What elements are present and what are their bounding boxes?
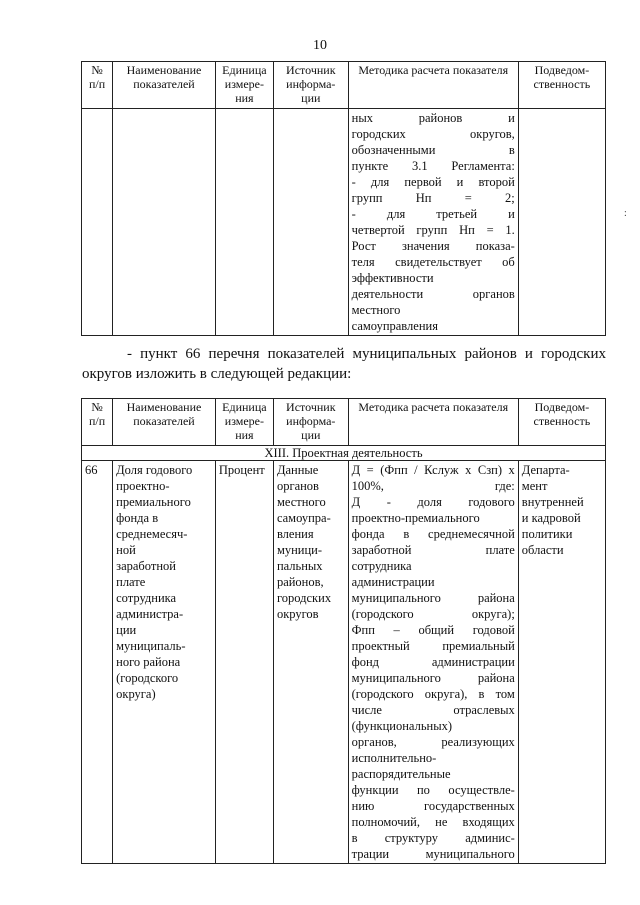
text-line: ных районов и xyxy=(351,111,515,125)
cell-subordination xyxy=(518,109,605,336)
page-number: 10 xyxy=(313,38,327,53)
header-method: Методика расчета показателя xyxy=(348,62,518,109)
text-line: городских xyxy=(276,591,332,605)
row-method xyxy=(348,461,518,864)
text-line: ной xyxy=(116,543,136,557)
text-line: районов, xyxy=(276,575,324,589)
cell-method xyxy=(348,109,518,336)
text-line: мент xyxy=(521,479,548,493)
text-line: функции по осуществле- xyxy=(351,783,515,797)
header-method: Методика расчета показателя xyxy=(348,399,518,446)
text-line: политики xyxy=(521,527,573,541)
text-line: плате xyxy=(116,575,146,589)
text-line: трации муниципального xyxy=(351,847,515,861)
text-line: фонда в среднемесячной xyxy=(351,527,515,541)
cell-num xyxy=(82,109,113,336)
text-line: Данные xyxy=(276,463,319,477)
header-num: № п/п xyxy=(82,399,113,446)
text-line: сотрудника xyxy=(351,559,412,573)
text-line: местного xyxy=(351,303,401,317)
header-name: Наименование показателей xyxy=(113,399,216,446)
cell-source xyxy=(273,109,348,336)
text-line: органов xyxy=(276,479,319,493)
text-line: муниципального района xyxy=(351,591,515,605)
margin-mark: : xyxy=(624,208,627,219)
header-name: Наименование показателей xyxy=(113,62,216,109)
header-unit: Единица измере-ния xyxy=(215,62,273,109)
text-line: исполнительно- xyxy=(351,751,437,765)
text-line: муници- xyxy=(276,543,323,557)
cell-name xyxy=(113,109,216,336)
text-line: теля свидетельствует об xyxy=(351,255,515,269)
text-line: проектно- xyxy=(116,479,170,493)
text-line: местного xyxy=(276,495,326,509)
text-line: фонда в xyxy=(116,511,159,525)
header-subordination: Подведом-ственность xyxy=(518,62,605,109)
text-line: (функциональных) xyxy=(351,719,453,733)
header-num: № п/п xyxy=(82,62,113,109)
header-source: Источник информа-ции xyxy=(273,399,348,446)
header-source: Источник информа-ции xyxy=(273,62,348,109)
section-title: XIII. Проектная деятельность xyxy=(82,446,606,461)
text-line: органов, реализующих xyxy=(351,735,515,749)
text-line: - для третьей и xyxy=(351,207,515,221)
text-line: проектно-премиального xyxy=(351,511,480,525)
text-line: пункте 3.1 Регламента: xyxy=(351,159,515,173)
text-line: четвертой групп Нп = 1. xyxy=(351,223,515,237)
cell-unit xyxy=(215,109,273,336)
text-line: Рост значения показа- xyxy=(351,239,515,253)
text-line: нию государственных xyxy=(351,799,515,813)
text-line: распорядительные xyxy=(351,767,451,781)
text-line: фонд администрации xyxy=(351,655,515,669)
text-line: муниципального района xyxy=(351,671,515,685)
text-line: Доля годового xyxy=(116,463,193,477)
text-line: ного района xyxy=(116,655,181,669)
row-source xyxy=(273,461,348,864)
text-line: Департа- xyxy=(521,463,570,477)
text-line: - для первой и второй xyxy=(351,175,515,189)
text-line: (городского округа); xyxy=(351,607,515,621)
text-line: округа) xyxy=(116,687,156,701)
text-line: числе отраслевых xyxy=(351,703,515,717)
text-line: премиального xyxy=(116,495,191,509)
text-line: полномочий, не входящих xyxy=(351,815,515,829)
text-line: проектный премиальный xyxy=(351,639,515,653)
text-line: эффективности xyxy=(351,271,434,285)
text-line: среднемесяч- xyxy=(116,527,188,541)
text-line: деятельности органов xyxy=(351,287,515,301)
text-line: групп Нп = 2; xyxy=(351,191,515,205)
text-line: внутренней xyxy=(521,495,584,509)
text-line: пальных xyxy=(276,559,323,573)
amendment-paragraph: - пункт 66 перечня показателей муниципальных районов и городских округов изложить в следующей редакции: xyxy=(82,346,606,382)
text-line: муниципаль- xyxy=(116,639,186,653)
text-line: самоуправления xyxy=(351,319,438,333)
text-line: городских округов, xyxy=(351,127,515,141)
text-line: администра- xyxy=(116,607,184,621)
text-line: Д = (Фпп / Кслуж х Сзп) х xyxy=(351,463,515,477)
text-line: 100%, где: xyxy=(351,479,515,493)
row-subordination xyxy=(518,461,605,864)
text-line: заработной плате xyxy=(351,543,515,557)
text-line: области xyxy=(521,543,564,557)
row-name xyxy=(113,461,216,864)
text-line: Фпп – общий годовой xyxy=(351,623,515,637)
row-unit: Процент xyxy=(215,461,273,864)
text-line: самоупра- xyxy=(276,511,331,525)
text-line: Д - доля годового xyxy=(351,495,515,509)
text-line: (городского xyxy=(116,671,179,685)
header-subordination: Подведом-ственность xyxy=(518,399,605,446)
text-line: обозначенными в xyxy=(351,143,515,157)
text-line: сотрудника xyxy=(116,591,177,605)
text-line: округов xyxy=(276,607,319,621)
indicators-table xyxy=(81,398,606,864)
indicators-table-continued xyxy=(81,61,606,336)
text-line: заработной xyxy=(116,559,176,573)
text-line: и кадровой xyxy=(521,511,581,525)
text-line: (городского округа), в том xyxy=(351,687,515,701)
text-line: ции xyxy=(116,623,137,637)
header-unit: Единица измере-ния xyxy=(215,399,273,446)
text-line: администрации xyxy=(351,575,435,589)
text-line: вления xyxy=(276,527,314,541)
row-num: 66 xyxy=(82,461,113,864)
text-line: в структуру админис- xyxy=(351,831,515,845)
